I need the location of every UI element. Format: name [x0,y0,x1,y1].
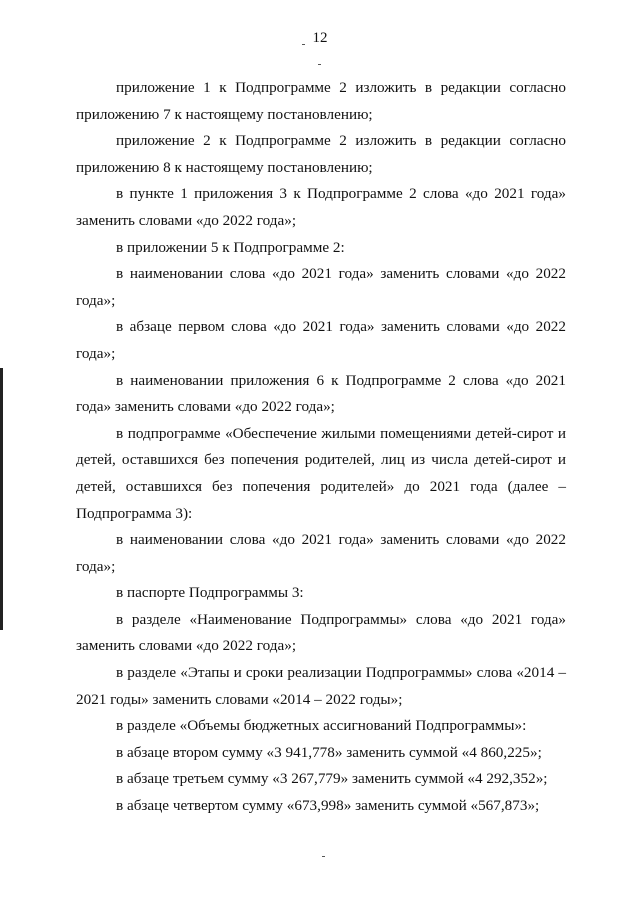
paragraph: в наименовании слова «до 2021 года» заменить словами «до 2022 года»; [76,265,566,309]
paragraph: в разделе «Наименование Подпрограммы» слова «до 2021 года» заменить словами «до 2022 года»; [76,610,566,655]
paragraph: в разделе «Этапы и сроки реализации Подпрограммы» слова «2014 – 2021 годы» заменить словами «2014 – 2022 годы»; [76,664,566,708]
paragraph: в абзаце четвертом сумму «673,998» заменить суммой «567,873»; [116,797,540,815]
paragraph: приложение 1 к Подпрограмме 2 изложить в редакции согласно приложению 7 к настоящему постановлению; [76,79,566,123]
paragraph: в разделе «Объемы бюджетных ассигнований Подпрограммы»: [116,717,527,735]
scan-speck [322,856,325,857]
paragraph: в пункте 1 приложения 3 к Подпрограмме 2 слова «до 2021 года» заменить словами «до 2022 года»; [76,185,566,229]
paragraph: в наименовании приложения 6 к Подпрограмме 2 слова «до 2021 года» заменить словами «до 2022 года»; [76,371,566,416]
paragraph: в паспорте Подпрограммы 3: [116,584,304,602]
paragraph: в приложении 5 к Подпрограмме 2: [116,238,345,256]
paragraph: в наименовании слова «до 2021 года» заменить словами «до 2022 года»; [76,531,566,575]
scan-speck [318,64,321,65]
paragraph: в абзаце втором сумму «3 941,778» заменить суммой «4 860,225»; [116,743,542,761]
document-body [76,75,566,820]
paragraph: в абзаце третьем сумму «3 267,779» заменить суммой «4 292,352»; [116,770,548,788]
paragraph: в абзаце первом слова «до 2021 года» заменить словами «до 2022 года»; [76,318,566,362]
paragraph: приложение 2 к Подпрограмме 2 изложить в редакции согласно приложению 8 к настоящему постановлению; [76,132,566,176]
page-number: 12 [312,30,328,46]
scan-edge-mark [0,368,3,630]
paragraph: в подпрограмме «Обеспечение жилыми помещениями детей-сирот и детей, оставшихся без попечения родителей, лиц из числа детей-сирот и детей, оставшихся без попечения родителей» до 2021 года (далее – Подпрограмма 3): [76,424,566,522]
